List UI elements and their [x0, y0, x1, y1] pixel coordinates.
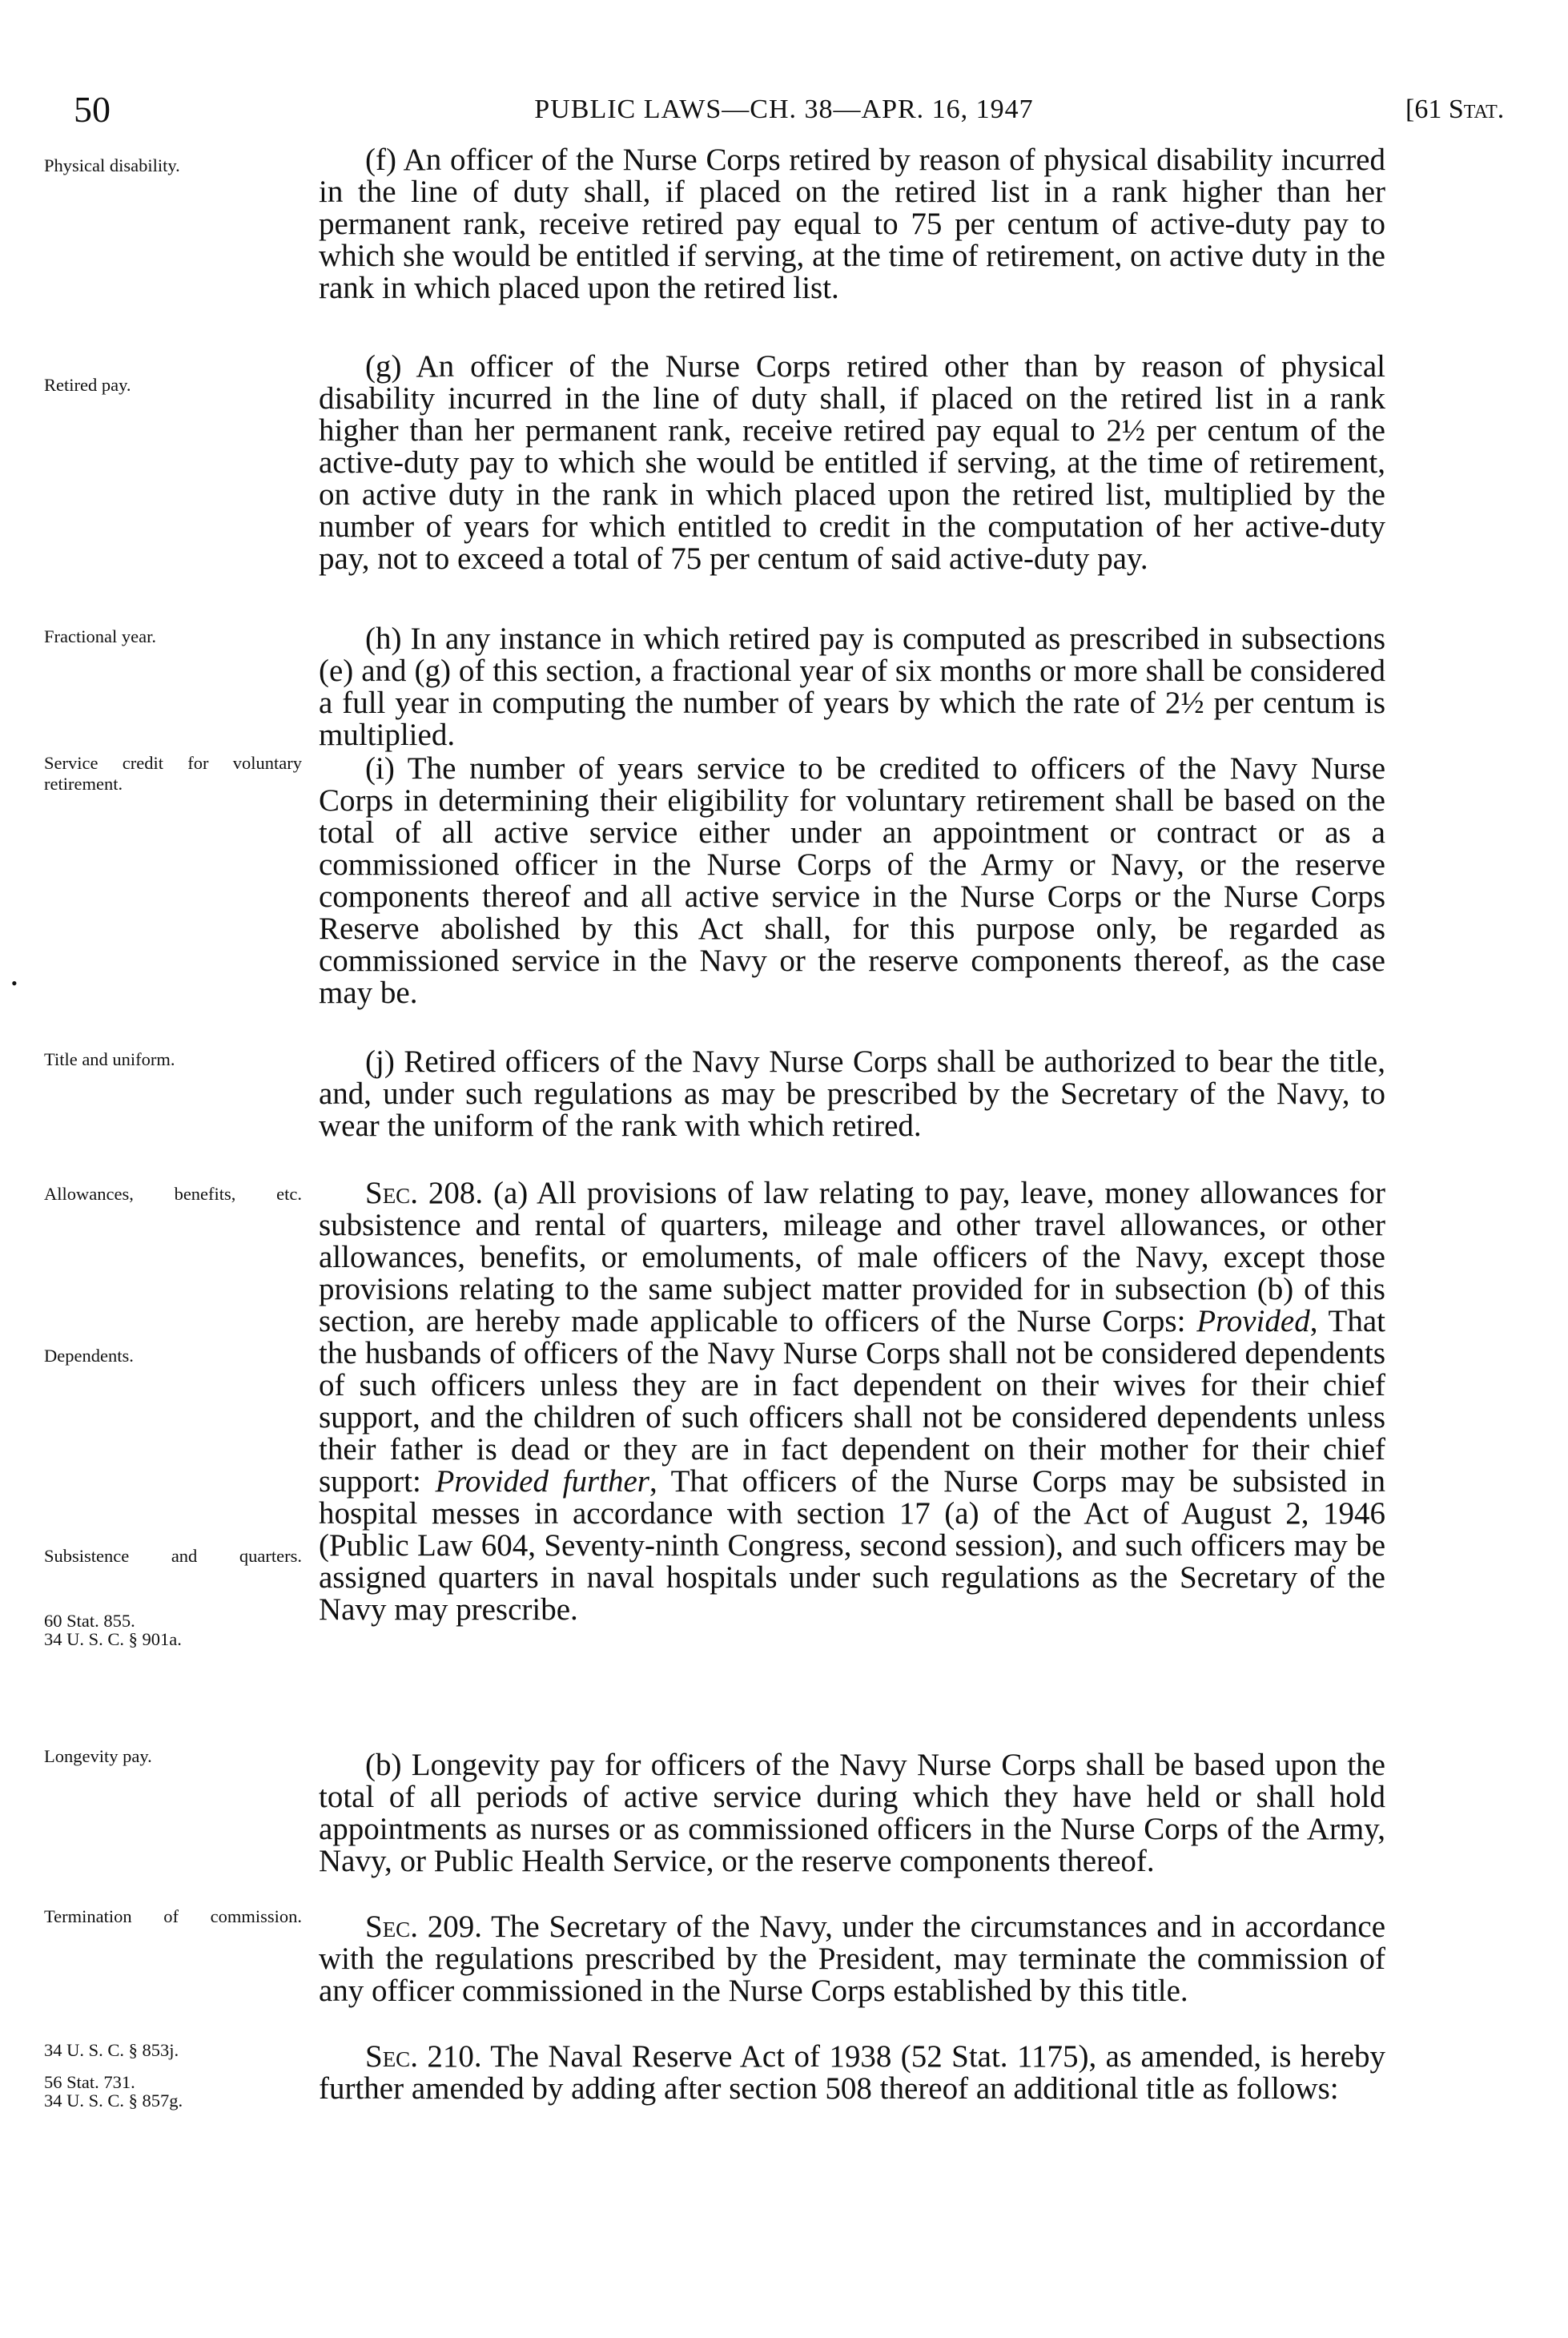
section-210-paragraph: [319, 2041, 1385, 2105]
margin-note-title-uniform: Title and uniform.: [44, 1049, 175, 1069]
provided-italic: Provided: [1196, 1304, 1310, 1338]
paragraph-208-b: (b) Longevity pay for officers of the Navy Nurse Corps shall be based upon the total of all periods of active service during which they have held or shall hold appointments as nurses or as commissioned officers in the Nurse Corps of the Army, Navy, or Public Health Service, or the reserve components thereof.: [319, 1748, 1385, 1878]
paragraph-f: (f) An officer of the Nurse Corps retired by reason of physical disability incurred in the line of duty shall, if placed on the retired list in a rank higher than her permanent rank, receive retired pay equal to 75 per centum of active-duty pay to which she would be entitled if serving, at the time of retirement, on active duty in the rank in which placed upon the retired list.: [319, 143, 1385, 305]
page-number: 50: [74, 89, 111, 130]
paragraph-i: (i) The number of years service to be credited to officers of the Navy Nurse Corps in determining their eligibility for voluntary retirement shall be based on the total of all active service either under an appointment or contract or as a commissioned officer in the Nurse Corps of the Army or Navy, or the reserve components thereof and all active service in the Nurse Corps or the Nurse Corps Reserve abolished by this Act shall, for this purpose only, be regarded as commissioned service in the Navy or the reserve components thereof, as the case may be.: [319, 751, 1385, 1010]
running-head: PUBLIC LAWS—CH. 38—APR. 16, 1947: [534, 95, 1034, 124]
margin-citation-60-stat: 60 Stat. 855.: [44, 1611, 135, 1631]
margin-note-service-credit: Service credit for voluntary retirement.: [44, 753, 302, 794]
section-210-text: 210. The Naval Reserve Act of 1938 (52 Stat. 1175), as amended, is hereby further amended by adding after section 508 thereof an additional title as follows:: [319, 2039, 1385, 2106]
section-208-label: Sec.: [365, 1176, 418, 1210]
section-209-label: Sec.: [365, 1909, 418, 1944]
margin-citation-34-usc-901a: 34 U. S. C. § 901a.: [44, 1629, 182, 1649]
section-210-label: Sec.: [365, 2039, 418, 2074]
paragraph-g: (g) An officer of the Nurse Corps retired other than by reason of physical disability incurred in the line of duty shall, if placed on the retired list in a rank higher than her permanent rank, receive retired pay equal to 2½ per centum of the active-duty pay to which she would be entitled if serving, at the time of retirement, on active duty in the rank in which placed upon the retired list, multiplied by the number of years for which entitled to credit in the computation of her active-duty pay, not to exceed a total of 75 per centum of said active-duty pay.: [319, 349, 1385, 576]
section-208-text-1: 208. (a) All provisions of law relating to pay, leave, money allowances for subsistence and rental of quarters, mileage and other travel allowances, or other allowances, benefits, or emoluments, of male officers of the Navy, except those provisions relating to the same subject matter provided for in subsection (b) of this section, are hereby made applicable to officers of the Nurse Corps:: [319, 1176, 1385, 1338]
margin-note-longevity-pay: Longevity pay.: [44, 1746, 152, 1766]
margin-note-retired-pay: Retired pay.: [44, 375, 131, 395]
margin-note-dependents: Dependents.: [44, 1346, 134, 1366]
margin-citation-34-usc-853j: 34 U. S. C. § 853j.: [44, 2040, 179, 2060]
section-208-text-3: , That officers of the Nurse Corps may be subsisted in hospital messes in accordance with section 17 (a) of the Act of August 2, 1946 (Public Law 604, Seventy-ninth Congress, second session), and such officers may be assigned quarters in naval hospitals under such regulations as the Secretary of the Navy may prescribe.: [319, 1464, 1385, 1627]
paragraph-j: (j) Retired officers of the Navy Nurse Corps shall be authorized to bear the title, and, under such regulations as may be prescribed by the Secretary of the Navy, to wear the uniform of the rank with which retired.: [319, 1044, 1385, 1143]
section-209-paragraph: [319, 1911, 1385, 2007]
stray-mark: •: [11, 973, 18, 993]
paragraph-h: (h) In any instance in which retired pay is computed as prescribed in subsections (e) and (g) of this section, a fractional year of six months or more shall be considered a full year in computing the number of years by which the rate of 2½ per centum is multiplied.: [319, 622, 1385, 752]
provided-further-italic: Provided further: [435, 1464, 649, 1499]
margin-note-subsistence: Subsistence and quarters.: [44, 1546, 302, 1566]
section-208-text-2: , That the husbands of officers of the Navy Nurse Corps shall not be considered dependents of such officers unless they are in fact dependent on their wives for their chief support, and the children of such officers shall not be considered dependents unless their father is dead or they are in fact dependent on their mother for their chief support:: [319, 1304, 1385, 1499]
section-209-text: 209. The Secretary of the Navy, under the circumstances and in accordance with the regulations prescribed by the President, may terminate the commission of any officer commissioned in the Nurse Corps established by this title.: [319, 1909, 1385, 2008]
margin-note-physical-disability: Physical disability.: [44, 155, 180, 175]
page-header: [0, 88, 1568, 128]
margin-note-allowances: Allowances, benefits, etc.: [44, 1184, 302, 1204]
margin-citation-56-stat: 56 Stat. 731.: [44, 2072, 135, 2092]
margin-note-termination: Termination of commission.: [44, 1906, 302, 1926]
section-208-paragraph: [319, 1177, 1385, 1626]
volume-reference: [61 Stat.: [1405, 95, 1505, 124]
margin-citation-34-usc-857g: 34 U. S. C. § 857g.: [44, 2091, 183, 2111]
margin-note-fractional-year: Fractional year.: [44, 626, 156, 646]
